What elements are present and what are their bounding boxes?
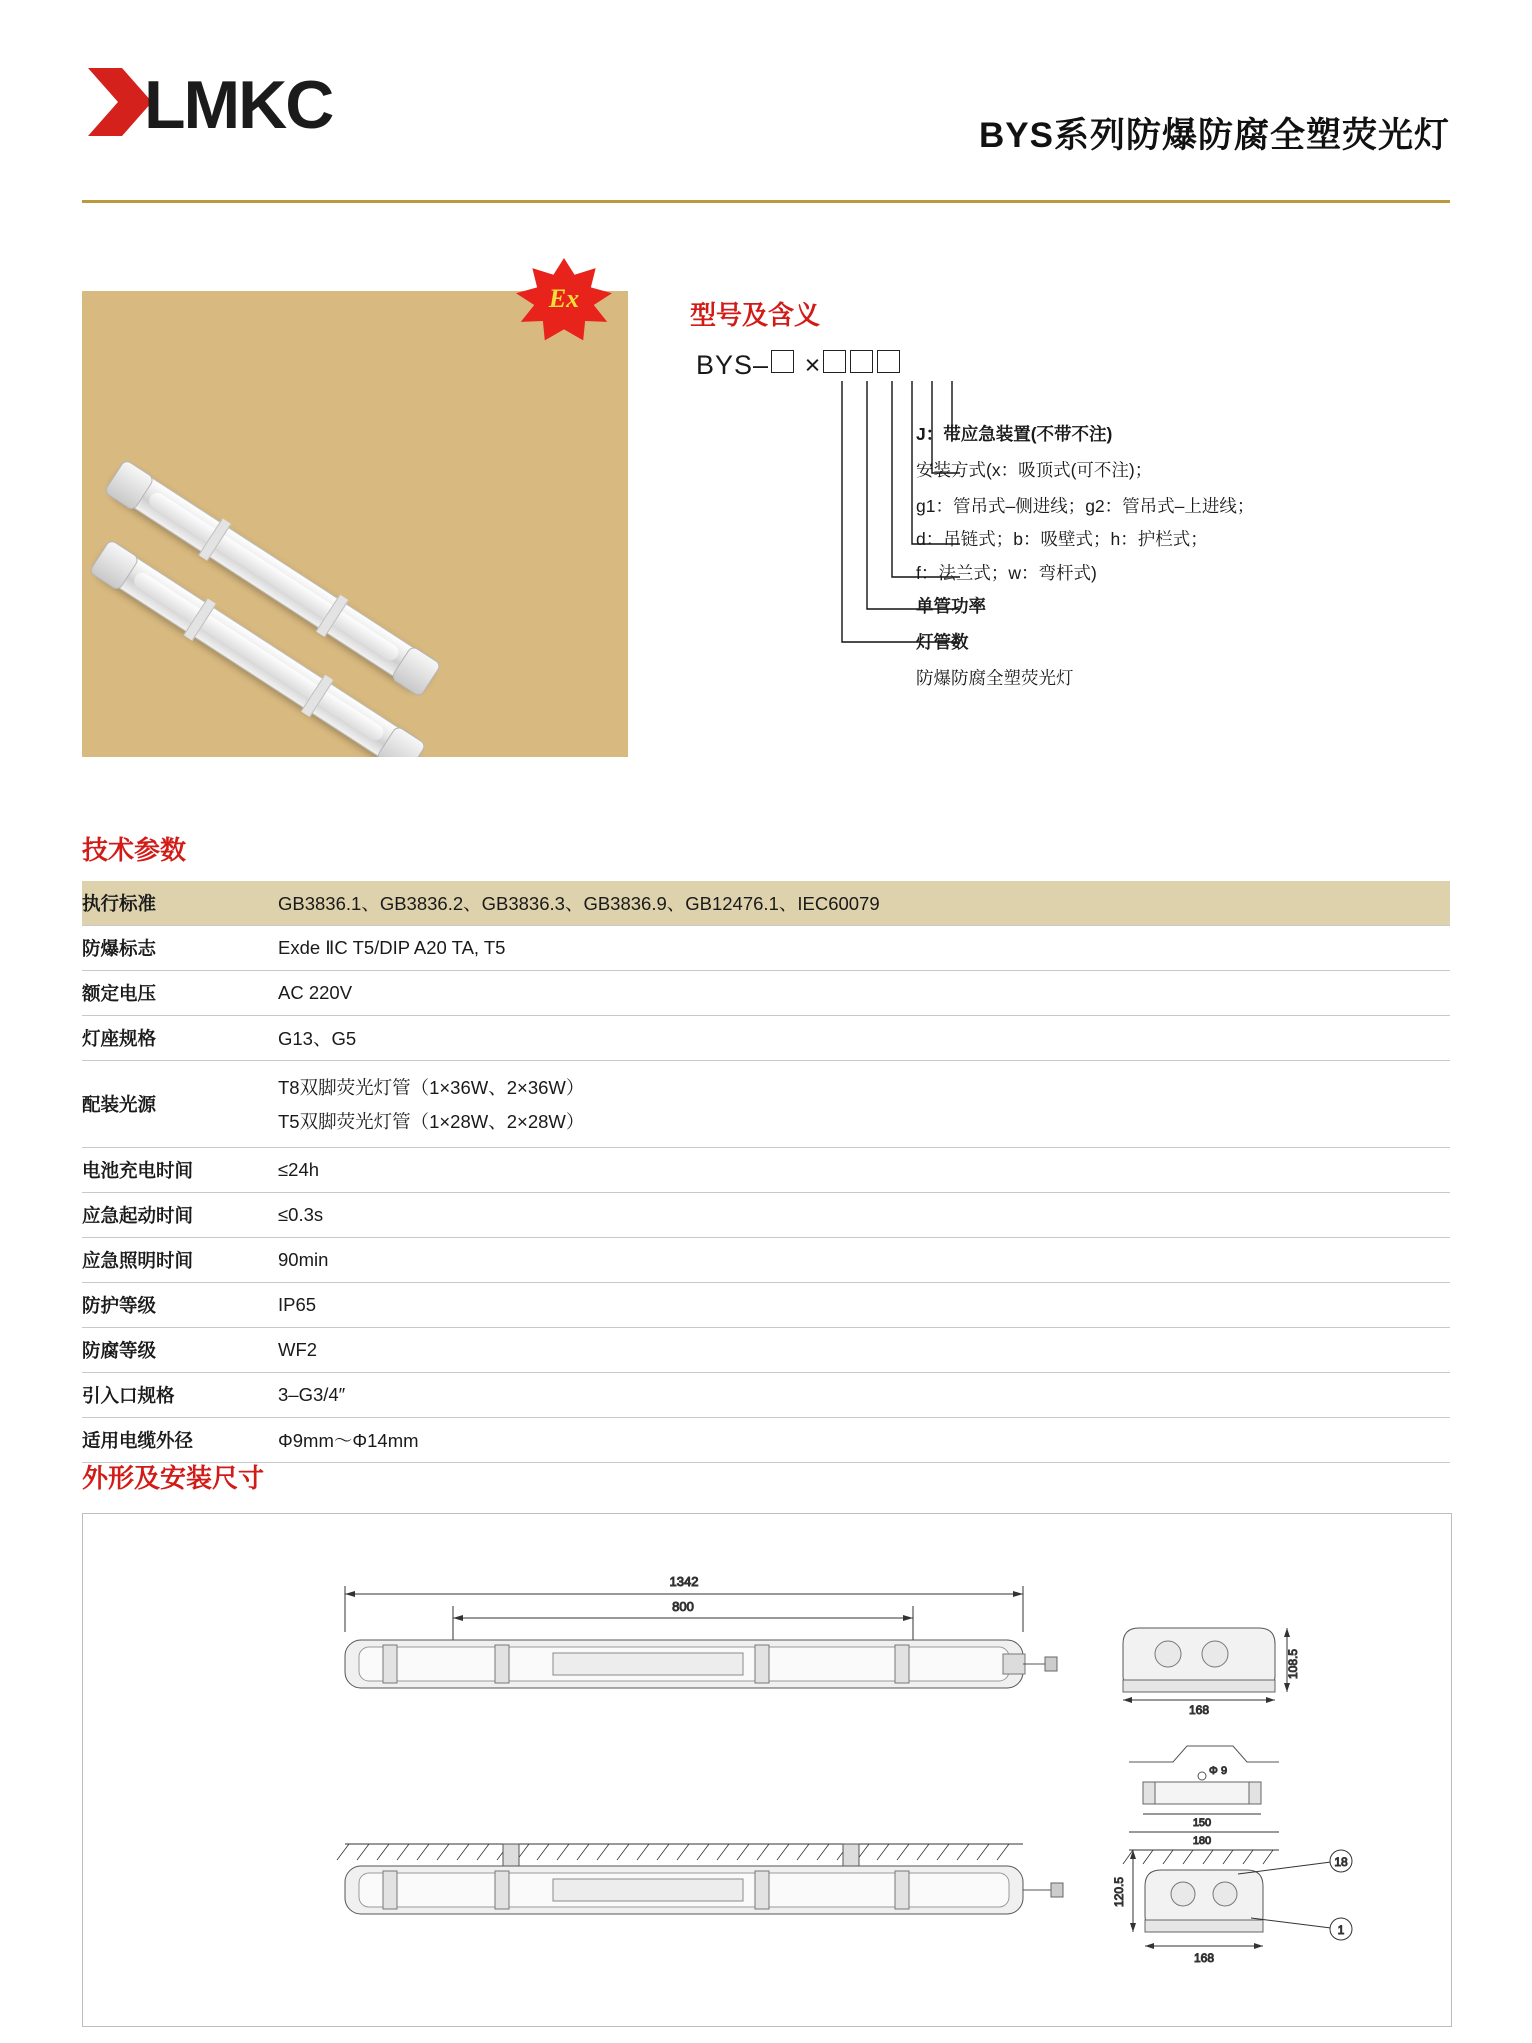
param-key: 应急照明时间 <box>82 1238 278 1283</box>
tech-params-table <box>82 881 1450 1463</box>
table-row <box>82 1193 1450 1238</box>
ex-certification-badge <box>516 258 612 342</box>
dim-end-width: 168 <box>1188 1703 1210 1717</box>
callout-18: 18 <box>1334 1855 1348 1869</box>
model-code-box-3 <box>850 350 873 373</box>
table-row <box>82 1283 1450 1328</box>
legend-item-mounting-d <box>690 526 1450 553</box>
param-value: 90min <box>278 1238 1450 1283</box>
legend-text: f：法兰式；w：弯杆式) <box>916 562 1097 583</box>
param-value: GB3836.1、GB3836.2、GB3836.3、GB3836.9、GB12476.1、IEC60079 <box>278 881 1450 926</box>
legend-text: 防爆防腐全塑荧光灯 <box>916 667 1074 688</box>
lamp-end-cap <box>103 459 155 512</box>
param-value: ≤0.3s <box>278 1193 1450 1238</box>
legend-text: g1：管吊式–侧进线；g2：管吊式–上进线； <box>916 496 1255 517</box>
tech-params-section <box>82 830 1450 1463</box>
header-divider <box>82 200 1450 203</box>
param-value: Exde ⅡC T5/DIP A20 TA, T5 <box>278 926 1450 971</box>
table-row <box>82 1373 1450 1418</box>
table-row <box>82 1238 1450 1283</box>
dim-overall-length: 1342 <box>669 1574 699 1589</box>
model-code-dash: – <box>753 350 770 380</box>
legend-item-tube-count <box>690 629 1450 656</box>
legend-text: 安装方式(x：吸顶式(可不注)； <box>916 460 1153 481</box>
legend-item-mounting-f <box>690 560 1450 587</box>
legend-text: d：吊链式；b：吸壁式；h：护栏式； <box>916 529 1208 550</box>
svg-text:LMKC: LMKC <box>144 67 333 142</box>
legend-item-power <box>690 593 1450 620</box>
table-row <box>82 1418 1450 1463</box>
dimensions-section-title: 外形及安装尺寸 <box>82 1463 265 1493</box>
legend-text: 灯管数 <box>916 631 969 652</box>
table-row <box>82 926 1450 971</box>
tech-section-title: 技术参数 <box>82 835 187 865</box>
param-value-line: T8双脚荧光灯管（1×36W、2×36W） <box>278 1077 585 1098</box>
model-code-box-2 <box>823 350 846 373</box>
table-row <box>82 1061 1450 1148</box>
dimensions-drawing <box>83 1514 1451 2026</box>
lamp-end-cap <box>88 539 140 592</box>
param-value: IP65 <box>278 1283 1450 1328</box>
legend-text: J：带应急装置(不带不注) <box>916 424 1113 444</box>
param-value: WF2 <box>278 1328 1450 1373</box>
param-value-multi <box>278 1061 1450 1148</box>
param-key: 防护等级 <box>82 1283 278 1328</box>
model-code-box-4 <box>877 350 900 373</box>
param-value: 3–G3/4″ <box>278 1373 1450 1418</box>
table-row <box>82 1328 1450 1373</box>
legend-item-emergency <box>690 421 1450 448</box>
param-key: 引入口规格 <box>82 1373 278 1418</box>
legend-item-mounting-g <box>690 493 1450 520</box>
ex-label: Ex <box>548 284 580 313</box>
brand-logo <box>82 62 382 142</box>
param-key: 电池充电时间 <box>82 1148 278 1193</box>
svg-text:Φ: Φ <box>1209 1765 1218 1777</box>
table-row <box>82 971 1450 1016</box>
param-value: Φ9mm～Φ14mm <box>278 1418 1450 1463</box>
dim-bracket-hole: 9 <box>1221 1765 1228 1777</box>
dim-end-height: 108.5 <box>1286 1648 1300 1680</box>
param-key: 适用电缆外径 <box>82 1418 278 1463</box>
param-value-line: T5双脚荧光灯管（1×28W、2×28W） <box>278 1111 585 1132</box>
model-section-title: 型号及含义 <box>690 300 821 330</box>
table-row <box>82 1016 1450 1061</box>
dim-ceiling-width: 168 <box>1193 1951 1215 1965</box>
param-key: 灯座规格 <box>82 1016 278 1061</box>
param-key: 防腐等级 <box>82 1328 278 1373</box>
param-key: 防爆标志 <box>82 926 278 971</box>
model-code-box-1 <box>771 350 794 373</box>
dim-mount-spacing: 800 <box>672 1599 694 1614</box>
dimensions-drawing-box <box>82 1513 1452 2027</box>
page-title: BYS系列防爆防腐全塑荧光灯 <box>979 116 1450 155</box>
param-key: 额定电压 <box>82 971 278 1016</box>
model-legend <box>690 421 1450 692</box>
model-code-prefix: BYS <box>696 350 754 380</box>
dim-bracket-outer: 180 <box>1192 1835 1212 1847</box>
page-header <box>0 0 1532 200</box>
legend-item-mounting <box>690 457 1450 484</box>
legend-text: 单管功率 <box>916 595 986 616</box>
legend-item-product <box>690 665 1450 692</box>
param-value: AC 220V <box>278 971 1450 1016</box>
param-value: G13、G5 <box>278 1016 1450 1061</box>
param-key: 执行标准 <box>82 881 278 926</box>
param-value: ≤24h <box>278 1148 1450 1193</box>
dim-bracket-inner: 150 <box>1192 1817 1212 1829</box>
dim-ceiling-height: 120.5 <box>1112 1876 1126 1908</box>
model-code-times: × <box>804 350 822 380</box>
table-row <box>82 1148 1450 1193</box>
callout-1: 1 <box>1337 1923 1345 1937</box>
lamp-tube <box>146 490 401 664</box>
dimensions-section <box>82 1458 1450 2027</box>
model-designation-section <box>690 295 1450 701</box>
param-key: 配装光源 <box>82 1061 278 1148</box>
lamp-tube <box>131 570 386 744</box>
table-row <box>82 881 1450 926</box>
product-photo <box>82 291 628 757</box>
param-key: 应急起动时间 <box>82 1193 278 1238</box>
